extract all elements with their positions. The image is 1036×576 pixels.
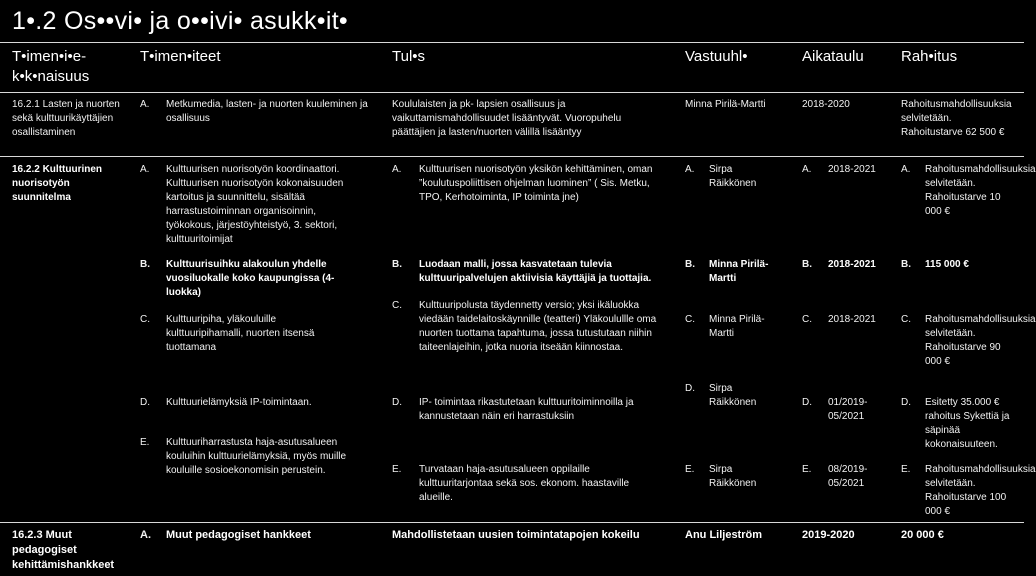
s2-a-schedule: 2018-2021 <box>828 164 876 175</box>
s2-d-sched-marker: D. <box>802 397 812 408</box>
header-responsible: Vastuuhl• <box>685 48 748 65</box>
s2-a-sched-marker: A. <box>802 164 812 175</box>
s1-schedule: 2018-2020 <box>802 99 850 110</box>
s2-b-result-marker: B. <box>392 259 402 270</box>
s1-divider <box>0 156 1024 157</box>
s2-c-resp-marker: C. <box>685 314 695 325</box>
s2-e-fund-marker: E. <box>901 464 911 475</box>
s3-responsible: Anu Liljeström <box>685 529 763 541</box>
s2-d-funding: Esitetty 35.000 € rahoitus Sykettiä ja säpinää kokonaisuuteen. <box>925 397 1010 451</box>
page-title: 1•.2 Os••vi• ja o••ivi• asukk•it• <box>12 7 348 35</box>
title-divider <box>0 42 1024 43</box>
s2-b-funding: 115 000 € <box>925 259 969 270</box>
s2-a-marker: A. <box>140 164 150 175</box>
s2-b-responsible: Minna Pirilä-Martti <box>709 259 769 285</box>
s1-responsible: Minna Pirilä-Martti <box>685 99 766 110</box>
s2-e-resp-marker: E. <box>685 464 695 475</box>
s1-funding: Rahoitusmahdollisuuksia selvitetään. Rahoitustarve 62 500 € <box>901 99 1012 139</box>
s2-d-schedule: 01/2019-05/2021 <box>828 397 868 423</box>
s2-a-resp-marker: A. <box>685 164 695 175</box>
s2-e-result: Turvataan haja-asutusalueen oppilaille kulttuuritarjontaa sekä sos. ekonom. haastaville alueille. <box>419 464 630 504</box>
s2-c-funding: Rahoitusmahdollisuuksia selvitetään. Rahoitustarve 90 000 € <box>925 314 1036 368</box>
s3-marker: A. <box>140 529 151 541</box>
s2-b-fund-marker: B. <box>901 259 911 270</box>
s2-e-sched-marker: E. <box>802 464 812 475</box>
s3-funding: 20 000 € <box>901 529 944 541</box>
s2-b-schedule: 2018-2021 <box>828 259 876 270</box>
s2-a-result-marker: A. <box>392 164 402 175</box>
s2-e-action: Kulttuuriharrastusta haja-asutusalueen kouluihin kulttuurielämyksiä, myös muille kouluille sosioekonomisin perustein. <box>166 437 347 477</box>
s2-c-responsible: Minna Pirilä-Martti <box>709 314 765 340</box>
s1-result: Koululaisten ja pk- lapsien osallisuus ja vaikuttamismahdollisuudet lisääntyvät. Vuoropuhelu päättäjien ja lasten/nuorten välillä lisääntyy <box>392 99 622 139</box>
s1-marker: A. <box>140 99 150 110</box>
s2-c-sched-marker: C. <box>802 314 812 325</box>
s2-a-action: Kulttuurisen nuorisotyön koordinaattori. Kulttuurisen nuorisotyön kokonaisuuden kartoitus ja suunnittelu, sisältää harrastustoiminnan organisoinnin, työkokous, järjestöyhteistyö, 3. sektori, kulttuuritoimijat <box>166 164 344 246</box>
header-result: Tul•s <box>392 48 426 65</box>
s2-c-fund-marker: C. <box>901 314 911 325</box>
s3-action: Muut pedagogiset hankkeet <box>166 529 311 541</box>
header-funding: Rah•itus <box>901 48 958 65</box>
s1-area: 16.2.1 Lasten ja nuorten sekä kulttuurikäyttäjien osallistaminen <box>12 99 120 139</box>
header-actions: T•imen•iteet <box>140 48 221 65</box>
s2-a-result: Kulttuurisen nuorisotyön yksikön kehittäminen, oman ”koulutuspoliittisen ohjelman luominen” ( Sis. Metku, TPO, Kerhotoiminta, IP toiminta jne) <box>419 164 653 204</box>
header-focus-area: T•imen•i•e-k•k•naisuus <box>12 48 90 85</box>
s2-d-result-marker: D. <box>392 397 402 408</box>
s2-a-fund-marker: A. <box>901 164 911 175</box>
s2-d-result: IP- toimintaa rikastutetaan kulttuuritoiminnoilla ja kannustetaan näin eri harrastuksiin <box>419 397 634 423</box>
header-divider <box>0 92 1024 93</box>
s2-e-schedule: 08/2019-05/2021 <box>828 464 868 490</box>
s2-e-marker: E. <box>140 437 150 448</box>
s2-d-resp-marker: D. <box>685 383 695 394</box>
s2-a-responsible: Sirpa Räikkönen <box>709 164 757 190</box>
s2-b-marker: B. <box>140 259 150 270</box>
header-schedule: Aikataulu <box>802 48 864 65</box>
s2-b-result: Luodaan malli, jossa kasvatetaan tulevia kulttuuripalvelujen aktiivisia käyttäjiä ja tuottajia. <box>419 259 652 285</box>
s3-area: 16.2.3 Muut pedagogiset kehittämishankkeet <box>12 529 115 571</box>
s2-d-marker: D. <box>140 397 150 408</box>
s2-b-sched-marker: B. <box>802 259 812 270</box>
s2-e-funding: Rahoitusmahdollisuuksia selvitetään. Rahoitustarve 100 000 € <box>925 464 1036 518</box>
s2-d-responsible: Sirpa Räikkönen <box>709 383 757 409</box>
s2-a-funding: Rahoitusmahdollisuuksia selvitetään. Rahoitustarve 10 000 € <box>925 164 1036 218</box>
s2-c-schedule: 2018-2021 <box>828 314 876 325</box>
s2-c-result: Kulttuuripolusta täydennetty versio; yksi ikäluokka viedään taidelaitoskäynnille (teatteri) Yläkoulullle oma nuorten tuottama tapahtuma, jossa tutustutaan niihin taiteenlajeihin, jotka nuoria itseään kiinnostaa. <box>419 300 657 354</box>
s2-d-action: Kulttuurielämyksiä IP-toimintaan. <box>166 397 312 408</box>
s2-c-action: Kulttuuripiha, yläkouluille kulttuuripihamalli, nuorten itsensä tuottamana <box>166 314 315 354</box>
s2-divider <box>0 522 1024 523</box>
s2-c-marker: C. <box>140 314 150 325</box>
s3-schedule: 2019-2020 <box>802 529 855 541</box>
s2-e-result-marker: E. <box>392 464 402 475</box>
s2-e-responsible: Sirpa Räikkönen <box>709 464 757 490</box>
s2-area: 16.2.2 Kulttuurinen nuorisotyön suunnitelma <box>12 164 103 204</box>
s2-d-fund-marker: D. <box>901 397 911 408</box>
s1-action: Metkumedia, lasten- ja nuorten kuuleminen ja osallisuus <box>166 99 368 125</box>
s2-b-action: Kulttuurisuihku alakoulun yhdelle vuosiluokalle koko kaupungissa (4-luokka) <box>166 259 335 299</box>
s2-b-resp-marker: B. <box>685 259 695 270</box>
s3-result: Mahdollistetaan uusien toimintatapojen kokeilu <box>392 529 640 541</box>
s2-c-result-marker: C. <box>392 300 402 311</box>
